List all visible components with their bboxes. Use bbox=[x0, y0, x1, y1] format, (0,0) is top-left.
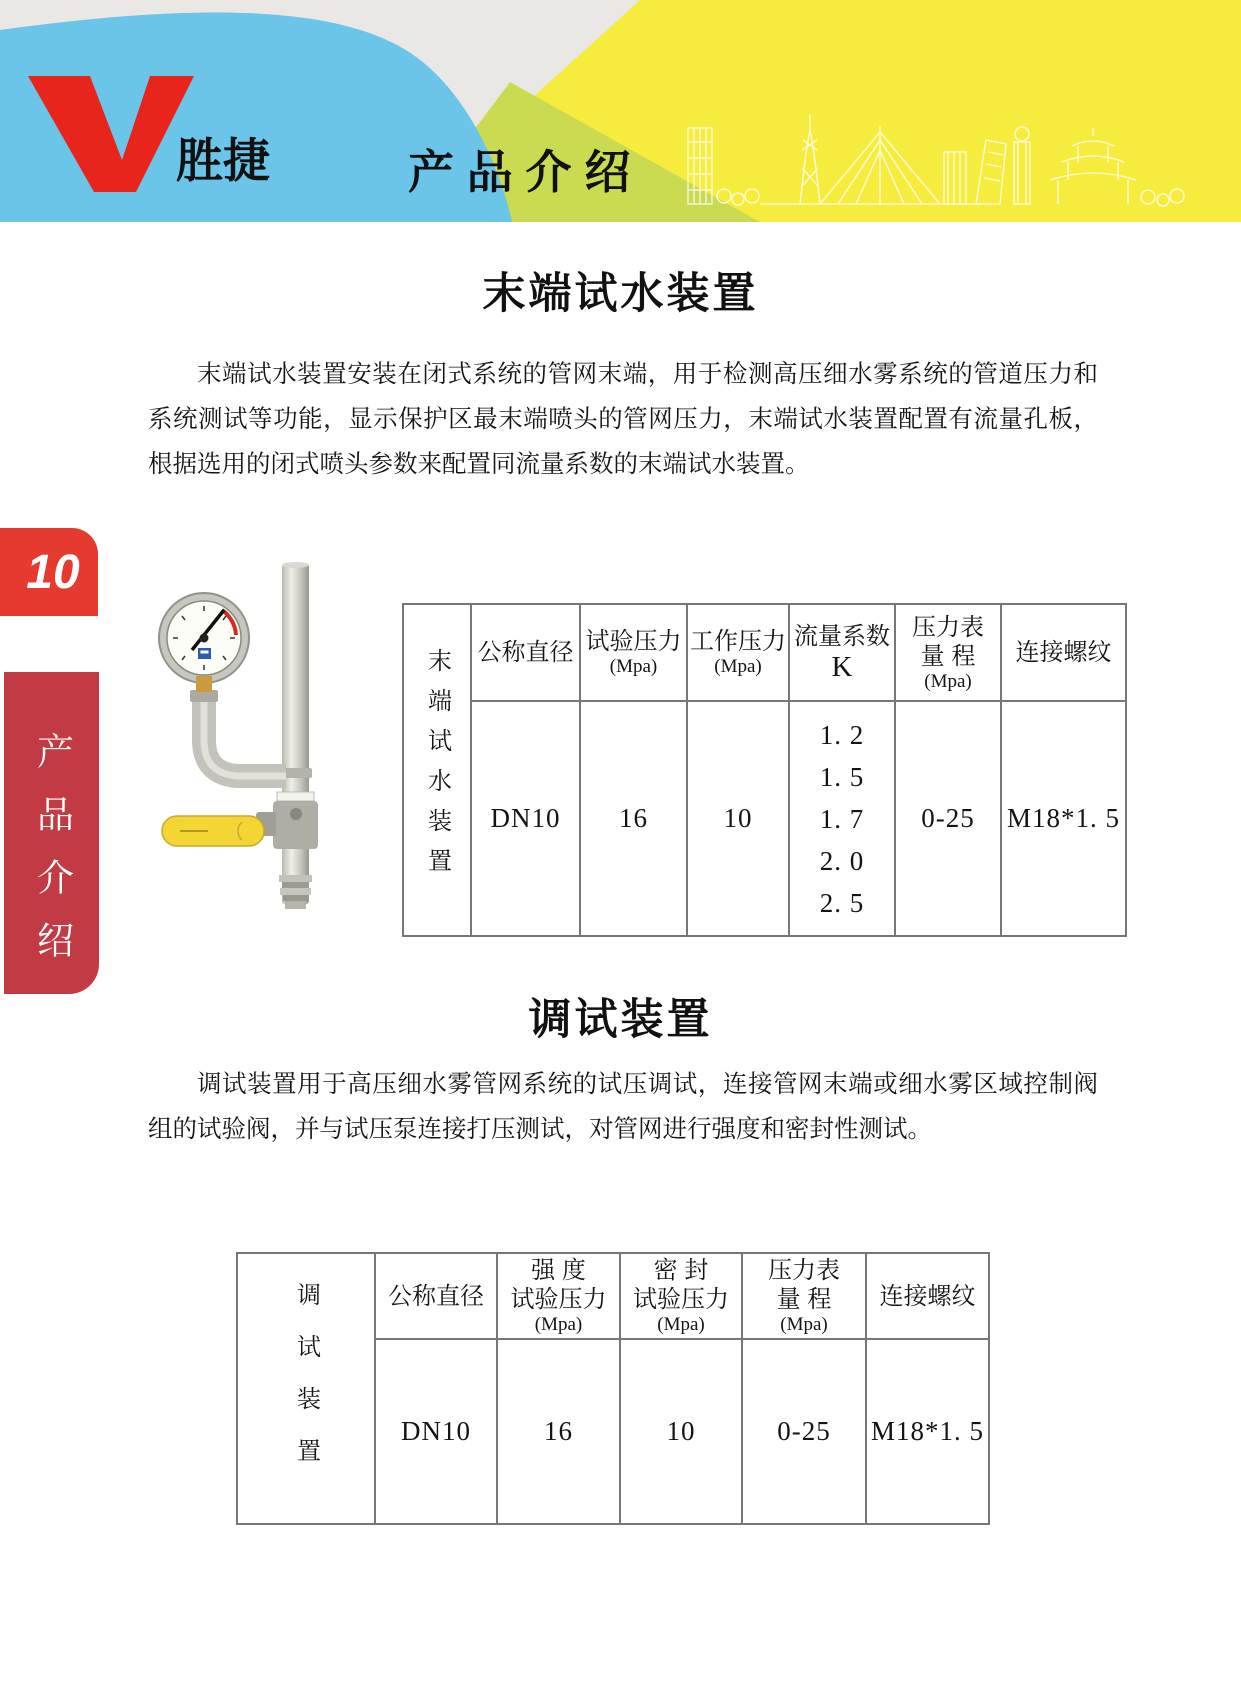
valve-handle bbox=[162, 816, 264, 846]
paragraph-debug: 调试装置用于高压细水雾管网系统的试压调试，连接管网末端或细水雾区域控制阀组的试验阀，并与试压泵连接打压测试，对管网进行强度和密封性测试。 bbox=[148, 1071, 1098, 1143]
cell-gauge-range: 0-25 bbox=[895, 701, 1001, 936]
pressure-gauge-dial bbox=[159, 593, 249, 683]
cell-flow-coefficients: 1. 2 1. 5 1. 7 2. 0 2. 5 bbox=[789, 701, 895, 936]
cell-strength-pressure: 16 bbox=[497, 1339, 620, 1524]
col-header-seal-pressure: 密 封 试验压力 (Mpa) bbox=[620, 1253, 742, 1339]
cell-thread: M18*1. 5 bbox=[1001, 701, 1126, 936]
sidebar-tab bbox=[4, 672, 99, 994]
col-header-nominal-diameter: 公称直径 bbox=[471, 604, 580, 701]
row-header-debug: 调试装置 bbox=[292, 1282, 320, 1490]
paragraph-end-test: 末端试水装置安装在闭式系统的管网末端，用于检测高压细水雾系统的管道压力和系统测试等功能，显示保护区最末端喷头的管网压力，末端试水装置配置有流量孔板，根据选用的闭式喷头参数来配置同流量系数的末端试水装置。 bbox=[148, 361, 1098, 478]
col-header-gauge-range: 压力表 量 程 (Mpa) bbox=[895, 604, 1001, 701]
col-header-thread: 连接螺纹 bbox=[866, 1253, 989, 1339]
cell-seal-pressure: 10 bbox=[620, 1339, 742, 1524]
row-header-cell bbox=[403, 604, 471, 936]
cell-thread: M18*1. 5 bbox=[866, 1339, 989, 1524]
debug-spec-table bbox=[236, 1252, 990, 1525]
hose-nipple bbox=[279, 875, 312, 909]
cell-working-pressure: 10 bbox=[687, 701, 789, 936]
page-number-badge: 10 bbox=[0, 528, 98, 616]
brass-fitting bbox=[196, 676, 212, 692]
row-header-end-test: 末端试水装置 bbox=[423, 647, 451, 888]
brand-name: 胜捷 bbox=[176, 134, 270, 187]
cell-nominal-diameter: DN10 bbox=[375, 1339, 497, 1524]
col-header-working-pressure: 工作压力 (Mpa) bbox=[687, 604, 789, 701]
col-header-flow-coefficient: 流量系数 K bbox=[789, 604, 895, 701]
col-header-nominal-diameter: 公称直径 bbox=[375, 1253, 497, 1339]
pressure-gauge-product-image bbox=[146, 550, 358, 916]
section-title-end-test: 末端试水装置 bbox=[482, 270, 759, 318]
col-header-gauge-range: 压力表 量 程 (Mpa) bbox=[742, 1253, 866, 1339]
cell-nominal-diameter: DN10 bbox=[471, 701, 580, 936]
banner-page-title: 产 品 介 绍 bbox=[408, 146, 631, 198]
valve-collar bbox=[277, 792, 314, 801]
cell-test-pressure: 16 bbox=[580, 701, 687, 936]
col-header-thread: 连接螺纹 bbox=[1001, 604, 1126, 701]
col-header-test-pressure: 试验压力 (Mpa) bbox=[580, 604, 687, 701]
cell-gauge-range: 0-25 bbox=[742, 1339, 866, 1524]
sidebar-tab-label: 产品介绍 bbox=[31, 732, 73, 984]
row-header-cell bbox=[237, 1253, 375, 1524]
banner bbox=[0, 0, 1241, 222]
col-header-strength-pressure: 强 度 试验压力 (Mpa) bbox=[497, 1253, 620, 1339]
section-title-debug: 调试装置 bbox=[528, 996, 713, 1044]
end-test-spec-table bbox=[402, 603, 1127, 937]
